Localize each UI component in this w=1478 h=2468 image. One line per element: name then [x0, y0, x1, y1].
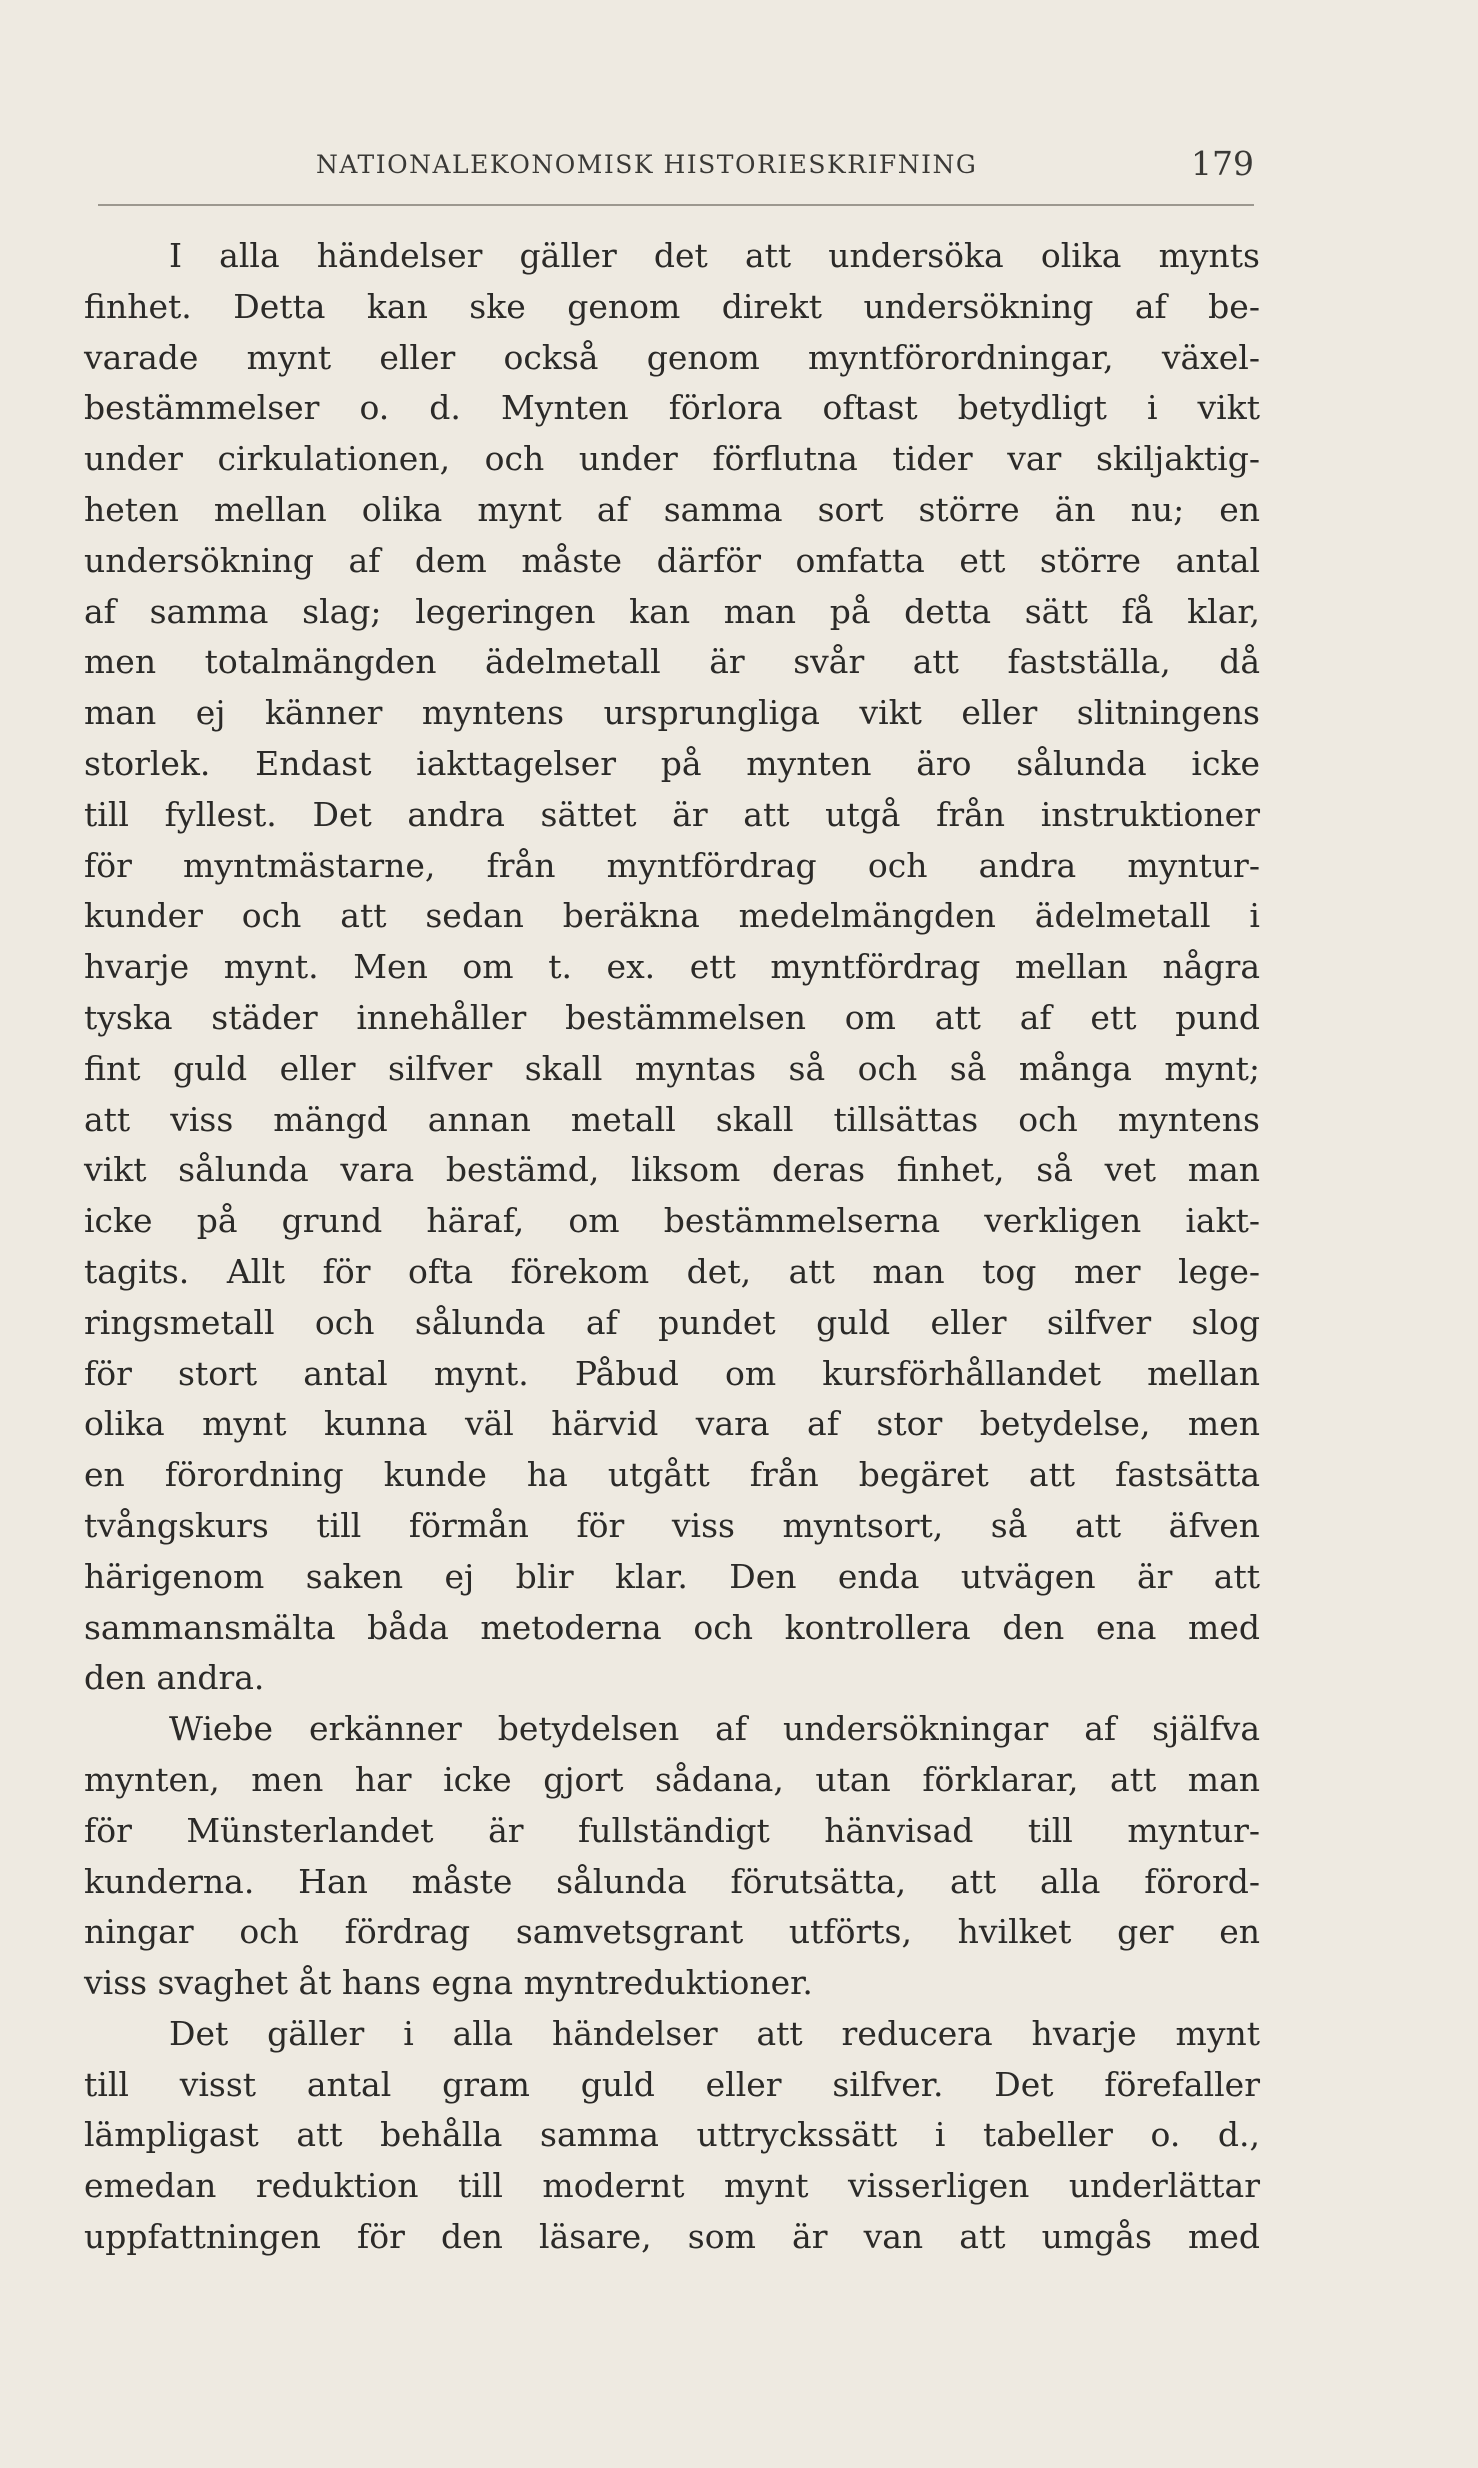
text-line: I alla händelser gäller det att undersöka olika mynts [169, 236, 1260, 275]
text-line: för myntmästarne, från myntfördrag och andra myntur- [84, 845, 1260, 885]
text-line: men totalmängden ädelmetall är svår att fastställa, då [84, 642, 1260, 682]
text-line: man ej känner myntens ursprungliga vikt eller slitningens [84, 693, 1260, 733]
page-number: 179 [1191, 144, 1254, 183]
text-line: mynten, men har icke gjort sådana, utan förklarar, att man [84, 1759, 1260, 1799]
text-line: finhet. Detta kan ske genom direkt undersökning af be- [84, 286, 1260, 326]
text-line: Wiebe erkänner betydelsen af undersökningar af själfva [169, 1709, 1260, 1749]
text-line: den andra. [84, 1658, 265, 1698]
text-line: tagits. Allt för ofta förekom det, att man tog mer lege- [84, 1251, 1260, 1291]
running-head [98, 144, 1254, 190]
text-line: tvångskurs till förmån för viss myntsort, så att äfven [84, 1505, 1260, 1545]
text-line: till fyllest. Det andra sättet är att utgå från instruktioner [84, 794, 1260, 834]
text-line: Det gäller i alla händelser att reducera hvarje mynt [169, 2013, 1260, 2053]
text-line: fint guld eller silfver skall myntas så och så många mynt; [84, 1048, 1260, 1088]
text-line: att viss mängd annan metall skall tillsättas och myntens [84, 1099, 1260, 1139]
body-text [84, 231, 1260, 2263]
text-line: för Münsterlandet är fullständigt hänvisad till myntur- [84, 1810, 1260, 1850]
text-line: uppfattningen för den läsare, som är van att umgås med [84, 2217, 1260, 2257]
text-line: bestämmelser o. d. Mynten förlora oftast betydligt i vikt [84, 388, 1260, 428]
running-title: NATIONALEKONOMISK HISTORIESKRIFNING [316, 150, 978, 179]
text-line: lämpligast att behålla samma uttryckssätt i tabeller o. d., [84, 2115, 1260, 2155]
text-line: ningar och fördrag samvetsgrant utförts, hvilket ger en [84, 1912, 1260, 1952]
text-line: ringsmetall och sålunda af pundet guld eller silfver slog [84, 1302, 1260, 1342]
text-line: heten mellan olika mynt af samma sort större än nu; en [84, 489, 1260, 529]
text-line: viss svaghet åt hans egna myntreduktioner. [84, 1963, 813, 2003]
text-line: sammansmälta båda metoderna och kontrollera den ena med [84, 1607, 1260, 1647]
text-line: kunderna. Han måste sålunda förutsätta, att alla förord- [84, 1861, 1260, 1901]
text-line: till visst antal gram guld eller silfver. Det förefaller [84, 2064, 1260, 2104]
text-line: storlek. Endast iakttagelser på mynten äro sålunda icke [84, 743, 1260, 783]
text-line: för stort antal mynt. Påbud om kursförhållandet mellan [84, 1353, 1260, 1393]
text-line: hvarje mynt. Men om t. ex. ett myntfördrag mellan några [84, 947, 1260, 987]
text-line: härigenom saken ej blir klar. Den enda utvägen är att [84, 1556, 1260, 1596]
text-line: emedan reduktion till modernt mynt visserligen underlättar [84, 2166, 1260, 2206]
header-rule [98, 204, 1254, 206]
text-line: en förordning kunde ha utgått från begäret att fastsätta [84, 1455, 1260, 1495]
text-line: under cirkulationen, och under förflutna tider var skiljaktig- [84, 439, 1260, 479]
text-line: kunder och att sedan beräkna medelmängden ädelmetall i [84, 896, 1260, 936]
text-line: olika mynt kunna väl härvid vara af stor betydelse, men [84, 1404, 1260, 1444]
text-line: varade mynt eller också genom myntförordningar, växel- [84, 337, 1260, 377]
text-line: icke på grund häraf, om bestämmelserna verkligen iakt- [84, 1201, 1260, 1241]
text-line: af samma slag; legeringen kan man på detta sätt få klar, [84, 591, 1260, 631]
text-line: vikt sålunda vara bestämd, liksom deras finhet, så vet man [84, 1150, 1260, 1190]
text-line: undersökning af dem måste därför omfatta ett större antal [84, 540, 1260, 580]
text-line: tyska städer innehåller bestämmelsen om att af ett pund [84, 997, 1260, 1037]
